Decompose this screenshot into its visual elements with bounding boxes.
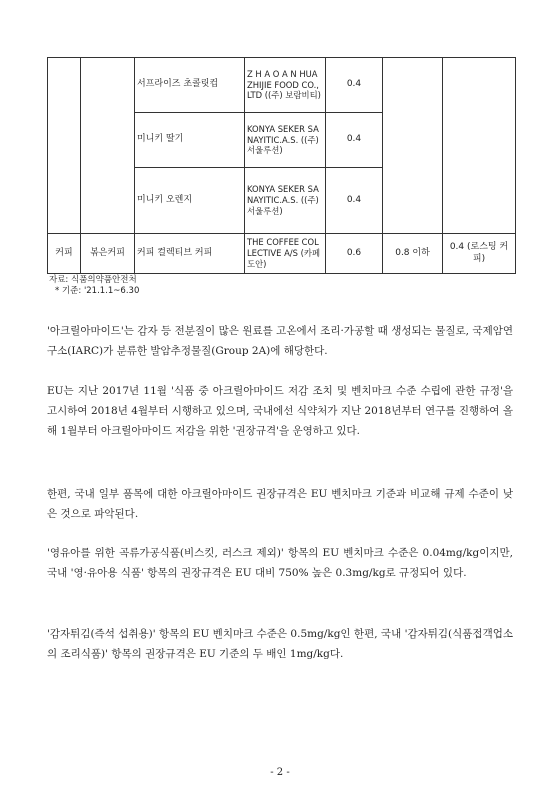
table-cell-domestic-empty: [383, 58, 443, 234]
paragraph-infant-food: '영유아를 위한 곡류가공식품(비스킷, 러스크 제외)' 항목의 EU 벤치마크 수준은 0.04mg/kg이지만, 국내 '영·유아용 식품' 항목의 권장규격은 EU 대비 750% 높은 0.3mg/kg로 규정되어 있다.: [47, 547, 513, 579]
table-source-note: [49, 275, 139, 297]
table-cell-domestic-standard: 0.8 이하: [383, 234, 443, 274]
table-cell-eu-empty: [443, 58, 516, 234]
acrylamide-table: [47, 57, 516, 274]
table-cell-value: 0.4: [326, 58, 383, 113]
table-cell-category-empty: [48, 58, 81, 234]
table-cell-product: 미니키 딸기: [135, 113, 245, 168]
table-cell-value: 0.6: [326, 234, 383, 274]
table-row: [48, 58, 516, 113]
table-cell-company: THE COFFEE COLLECTIVE A/S (카페도안): [245, 234, 326, 274]
table-cell-product: 서프라이즈 초콜릿컵: [135, 58, 245, 113]
source-period: * 기준: '21.1.1~6.30: [55, 286, 140, 297]
table-cell-company: KONYA SEKER SANAYITIC.A.S. ((주) 서울루션): [245, 168, 326, 234]
table-cell-subcategory-empty: [81, 58, 135, 234]
table-cell-product: 미니키 오렌지: [135, 168, 245, 234]
table-cell-product: 커피 컬렉티브 커피: [135, 234, 245, 274]
table-cell-value: 0.4: [326, 113, 383, 168]
table-cell-company: Z H A O A N HUAZHIJIE FOOD CO.,LTD ((주) 보람비티): [245, 58, 326, 113]
paragraph-french-fries: '감자튀김(즉석 섭취용)' 항목의 EU 벤치마크 수준은 0.5mg/kg인 한편, 국내 '감자튀김(식품접객업소의 조리식품)' 항목의 권장규격은 EU 기준의 두 배인 1mg/kg다.: [47, 628, 513, 660]
paragraph-acrylamide-definition: '아크릴아마이드'는 감자 등 전분질이 많은 원료를 고온에서 조리·가공할 때 생성되는 물질로, 국제암연구소(IARC)가 분류한 발암추정물질(Group 2A)에 해당한다.: [47, 325, 513, 357]
table-row: [48, 234, 516, 274]
table-cell-company: KONYA SEKER SANAYITIC.A.S. ((주) 서울루션): [245, 113, 326, 168]
paragraph-eu-regulation: EU는 지난 2017년 11월 '식품 중 아크릴아마이드 저감 조치 및 벤치마크 수준 수립에 관한 규정'을 고시하여 2018년 4월부터 시행하고 있으며, 국내에선 식약처가 지난 2018년부터 연구를 진행하여 올해 1월부터 아크릴아마이드 저감을 위한 '권장규격'을 운영하고 있다.: [47, 385, 513, 437]
source-label: 자료: 식품의약품안전처: [49, 275, 137, 285]
table-cell-eu-benchmark: 0.4 (로스팅 커피): [443, 234, 516, 274]
page-number: - 2 -: [270, 767, 290, 778]
table-cell-subcategory: 볶은커피: [81, 234, 135, 274]
paragraph-regulation-comparison: 한편, 국내 일부 품목에 대한 아크릴아마이드 권장규격은 EU 벤치마크 기준과 비교해 규제 수준이 낮은 것으로 파악된다.: [47, 488, 513, 520]
table-cell-value: 0.4: [326, 168, 383, 234]
table-cell-category: 커피: [48, 234, 81, 274]
